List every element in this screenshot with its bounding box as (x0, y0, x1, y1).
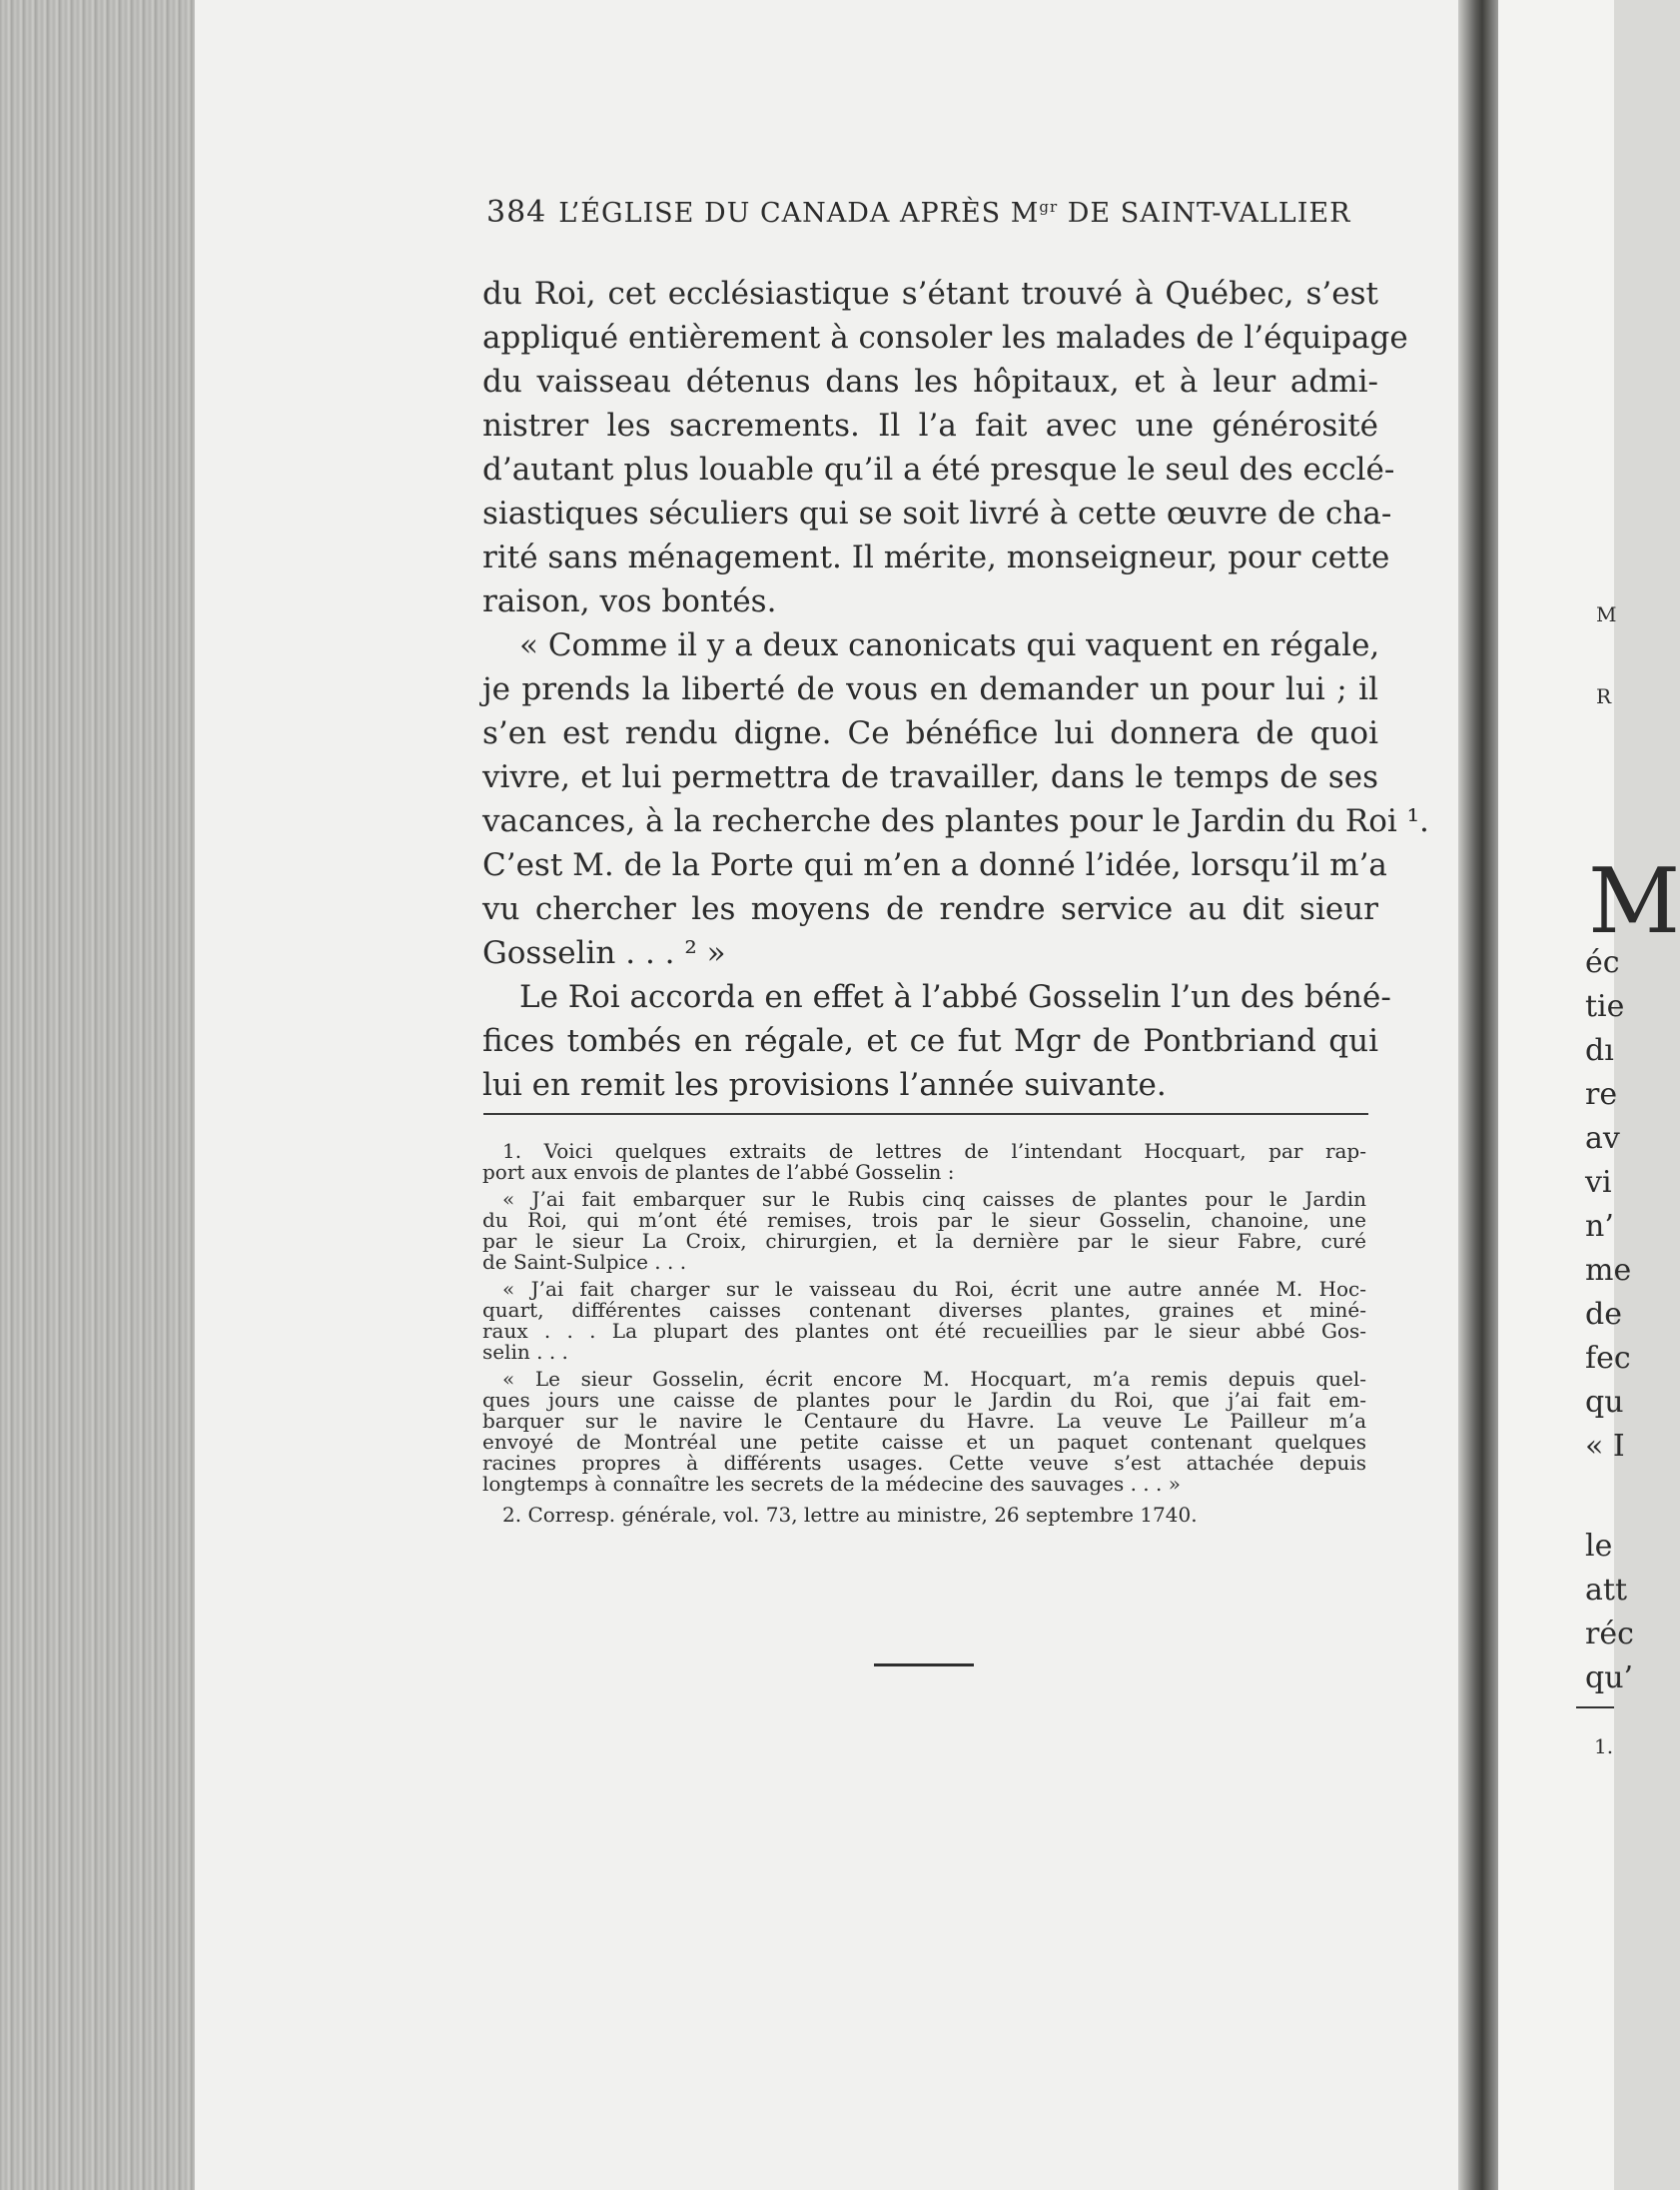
book-gutter-shadow (1458, 0, 1498, 2190)
body-line: nistrer les sacrements. Il l’a fait avec une générosité (482, 408, 1378, 444)
body-line: raison, vos bontés. (482, 583, 777, 619)
footnote-line: racines propres à différents usages. Cette veuve s’est attachée depuis (482, 1451, 1366, 1475)
body-line: Le Roi accorda en effet à l’abbé Gosselin l’un des béné- (519, 979, 1391, 1015)
body-line: « Comme il y a deux canonicats qui vaquent en régale, (519, 627, 1380, 663)
right-page-line-start: av (1585, 1121, 1620, 1156)
right-page-margin-letter: R (1596, 684, 1612, 708)
right-page-line-start: tie (1585, 989, 1625, 1024)
footnote-line: du Roi, qui m’ont été remises, trois par le sieur Gosselin, chanoine, une (482, 1208, 1366, 1232)
body-line: je prends la liberté de vous en demander un pour lui ; il (482, 671, 1378, 707)
footnote-line: 2. Corresp. générale, vol. 73, lettre au ministre, 26 septembre 1740. (502, 1503, 1198, 1527)
right-page-line-start: qu’ (1585, 1660, 1634, 1695)
body-line: du vaisseau détenus dans les hôpitaux, et à leur admi- (482, 364, 1378, 400)
footnote-line: raux . . . La plupart des plantes ont été recueillies par le sieur abbé Gos- (482, 1319, 1366, 1343)
end-of-chapter-rule (874, 1663, 974, 1666)
right-page-line-start: att (1585, 1573, 1627, 1608)
footnote-line: « J’ai fait embarquer sur le Rubis cinq caisses de plantes pour le Jardin (502, 1187, 1366, 1211)
right-page-line-start: fec (1585, 1341, 1631, 1376)
right-page-footnote-rule (1576, 1706, 1614, 1708)
right-page-line-start: n’ (1585, 1209, 1614, 1244)
footnote-line: « Le sieur Gosselin, écrit encore M. Hocquart, m’a remis depuis quel- (502, 1367, 1366, 1391)
footnote-line: 1. Voici quelques extraits de lettres de l’intendant Hocquart, par rap- (502, 1139, 1366, 1163)
footnote-line: port aux envois de plantes de l’abbé Gosselin : (482, 1160, 955, 1184)
body-line: appliqué entièrement à consoler les malades de l’équipage (482, 320, 1408, 356)
right-page-footnote-start: 1. (1594, 1734, 1614, 1758)
footnote-line: selin . . . (482, 1340, 568, 1364)
body-line: vacances, à la recherche des plantes pour le Jardin du Roi ¹. (482, 803, 1429, 839)
running-head-title-end: DE SAINT-VALLIER (1058, 198, 1351, 229)
right-page-line-start: re (1585, 1077, 1618, 1112)
footnote-line: par le sieur La Croix, chirurgien, et la dernière par le sieur Fabre, curé (482, 1229, 1366, 1253)
footnote-line: quart, différentes caisses contenant diverses plantes, graines et miné- (482, 1298, 1366, 1322)
footnote-line: de Saint-Sulpice . . . (482, 1250, 687, 1274)
body-line: fices tombés en régale, et ce fut Mgr de Pontbriand qui (482, 1023, 1378, 1059)
book-page-edges (0, 0, 200, 2190)
right-page-line-start: « I (1585, 1429, 1625, 1464)
page-number: 384 (486, 195, 547, 230)
footnote-line: longtemps à connaître les secrets de la médecine des sauvages . . . » (482, 1472, 1181, 1496)
footnote-line: « J’ai fait charger sur le vaisseau du Roi, écrit une autre année M. Hoc- (502, 1277, 1366, 1301)
footnote-line: barquer sur le navire le Centaure du Havre. La veuve Le Pailleur m’a (482, 1409, 1366, 1433)
right-page-drop-cap: M (1588, 849, 1680, 954)
body-line: du Roi, cet ecclésiastique s’étant trouvé à Québec, s’est (482, 276, 1378, 312)
right-page-line-start: me (1585, 1253, 1632, 1288)
right-page-line-start: dı (1585, 1033, 1614, 1068)
body-line: lui en remit les provisions l’année suivante. (482, 1067, 1167, 1103)
running-head-superscript: gr (1039, 198, 1059, 216)
footnote-line: envoyé de Montréal une petite caisse et un paquet contenant quelques (482, 1430, 1366, 1454)
right-page-line-start: qu (1585, 1385, 1624, 1420)
right-page-line-start: éc (1585, 945, 1620, 980)
body-line: s’en est rendu digne. Ce bénéfice lui donnera de quoi (482, 715, 1378, 751)
body-line: C’est M. de la Porte qui m’en a donné l’idée, lorsqu’il m’a (482, 847, 1387, 883)
body-line: d’autant plus louable qu’il a été presque le seul des ecclé- (482, 452, 1395, 488)
running-head (486, 195, 1351, 230)
body-line: vivre, et lui permettra de travailler, dans le temps de ses (482, 759, 1378, 795)
right-page-line-start: de (1585, 1297, 1622, 1332)
footnote-line: ques jours une caisse de plantes pour le Jardin du Roi, que j’ai fait em- (482, 1388, 1366, 1412)
right-page-line-start: le (1585, 1529, 1613, 1564)
body-line: vu chercher les moyens de rendre service au dit sieur (482, 891, 1378, 927)
body-line: Gosselin . . . ² » (482, 935, 726, 971)
footnote-separator (483, 1113, 1368, 1115)
right-page-margin-letter: M (1596, 602, 1617, 626)
right-page-line-start: vi (1585, 1165, 1612, 1200)
body-line: rité sans ménagement. Il mérite, monseigneur, pour cette (482, 540, 1390, 575)
running-head-title: L’ÉGLISE DU CANADA APRÈS M (558, 198, 1040, 229)
body-line: siastiques séculiers qui se soit livré à cette œuvre de cha- (482, 496, 1392, 532)
right-page-line-start: réc (1585, 1617, 1634, 1651)
